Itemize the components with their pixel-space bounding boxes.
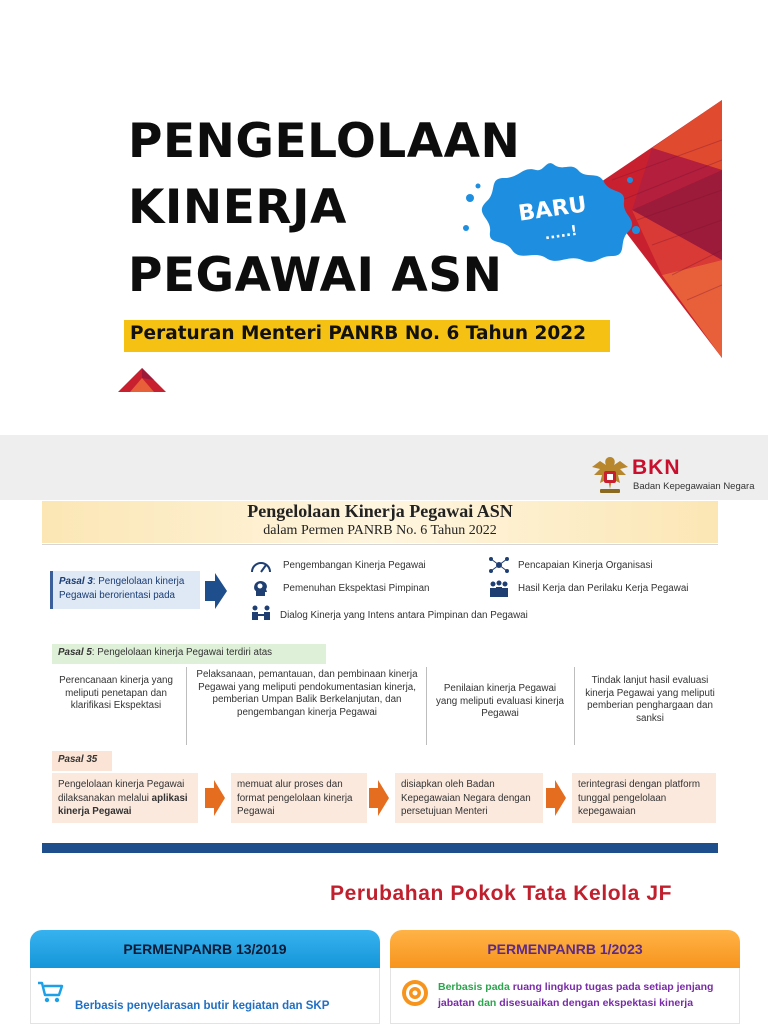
target-icon: [400, 978, 430, 1008]
flow-step-1-text: Pengelolaan kinerja Pegawai dilaksanakan melalui: [58, 779, 185, 804]
pasal3-text: : Pengelolaan kinerja Pegawai berorientasi pada: [59, 576, 185, 601]
divider: [186, 667, 187, 745]
flow-step-1-bold: aplikasi kinerja Pegawai: [58, 792, 188, 817]
right-column-header: PERMENPANRB 1/2023: [390, 930, 740, 968]
pasal3-box: [50, 571, 200, 609]
bkn-subtitle: Badan Kepegawaian Negara: [633, 481, 755, 492]
right-item-part-1: Berbasis pada: [438, 981, 513, 993]
flow-step-4: terintegrasi dengan platform tunggal pengelolaan kepegawaian: [572, 773, 716, 823]
right-item-part-4: disesuaikan dengan ekspektasi kinerja: [499, 997, 694, 1009]
flow-step-2: memuat alur proses dan format pengelolaan kinerja Pegawai: [231, 773, 367, 823]
gauge-icon: [250, 557, 272, 575]
orientation-1: Pengembangan Kinerja Pegawai: [283, 560, 426, 571]
right-item-text: [438, 979, 738, 1011]
divider: [42, 544, 718, 545]
title-line-1: PENGELOLAAN: [128, 114, 521, 169]
orientation-5: Dialog Kinerja yang Intens antara Pimpinan dan Pegawai: [280, 610, 528, 621]
infographic: [42, 501, 718, 853]
arrow-right-icon: [546, 780, 566, 816]
arrow-right-icon: [205, 780, 225, 816]
stage-3: Penilaian kinerja Pegawai yang meliputi evaluasi kinerja Pegawai: [436, 683, 564, 719]
orientation-3: Pemenuhan Ekspektasi Pimpinan: [283, 583, 430, 594]
cover-slide: [0, 0, 768, 435]
small-triangle-decoration: [118, 366, 168, 394]
flow-step-3: disiapkan oleh Badan Kepegawaian Negara dengan persetujuan Menteri: [395, 773, 543, 823]
title-line-2: KINERJA: [128, 180, 347, 235]
network-icon: [488, 556, 510, 574]
title-line-3: PEGAWAI ASN: [128, 248, 503, 303]
pasal5-box: [52, 644, 326, 664]
comparison-title: Perubahan Pokok Tata Kelola JF: [330, 882, 673, 905]
pasal5-label: Pasal 5: [58, 647, 92, 658]
arrow-right-icon: [205, 573, 227, 609]
infographic-title: Pengelolaan Kinerja Pegawai ASN: [247, 501, 513, 521]
flow-step-1: [52, 773, 198, 823]
baru-splash-badge: [458, 158, 648, 268]
left-column-body: [30, 968, 380, 1024]
arrow-right-icon: [369, 780, 389, 816]
divider: [426, 667, 427, 745]
pasal35-label: Pasal 35: [58, 754, 98, 765]
right-item-part-3: dan: [474, 997, 500, 1009]
stage-4: Tindak lanjut hasil evaluasi kinerja Pegawai yang meliputi pemberian penghargaan dan sanksi: [585, 675, 715, 724]
infographic-subtitle: dalam Permen PANRB No. 6 Tahun 2022: [263, 523, 497, 538]
garuda-emblem-icon: [590, 453, 630, 497]
head-gears-icon: [250, 579, 272, 597]
regulation-text: Peraturan Menteri PANRB No. 6 Tahun 2022: [130, 323, 586, 344]
bkn-name: BKN: [632, 456, 681, 479]
baru-dots: .....!: [543, 222, 579, 244]
cart-icon: [36, 980, 64, 1004]
left-item-text: Berbasis penyelarasan butir kegiatan dan SKP: [75, 1000, 330, 1012]
orientation-4: Hasil Kerja dan Perilaku Kerja Pegawai: [518, 583, 689, 594]
dialogue-icon: [250, 603, 272, 621]
stage-2: Pelaksanaan, pemantauan, dan pembinaan kinerja Pegawai yang meliputi pendokumentasian kinerja, pemberian Umpan Balik Berkelanjutan, dan pengembangan kinerja Pegawai: [196, 669, 418, 718]
stage-1: Perencanaan kinerja yang meliputi penetapan dan klarifikasi Ekspektasi: [59, 675, 173, 711]
pasal5-text: : Pengelolaan kinerja Pegawai terdiri atas: [91, 647, 273, 658]
left-column-header: PERMENPANRB 13/2019: [30, 930, 380, 968]
baru-text: BARU: [516, 192, 589, 227]
divider: [574, 667, 575, 745]
right-item-part-2: ruang lingkup tugas pada setiap jenjang jabatan: [438, 981, 714, 1009]
infographic-footer-bar: [42, 843, 718, 853]
orientation-2: Pencapaian Kinerja Organisasi: [518, 560, 653, 571]
people-podium-icon: [488, 580, 510, 598]
pasal3-label: Pasal 3: [59, 576, 93, 587]
pasal35-box: [52, 751, 112, 771]
